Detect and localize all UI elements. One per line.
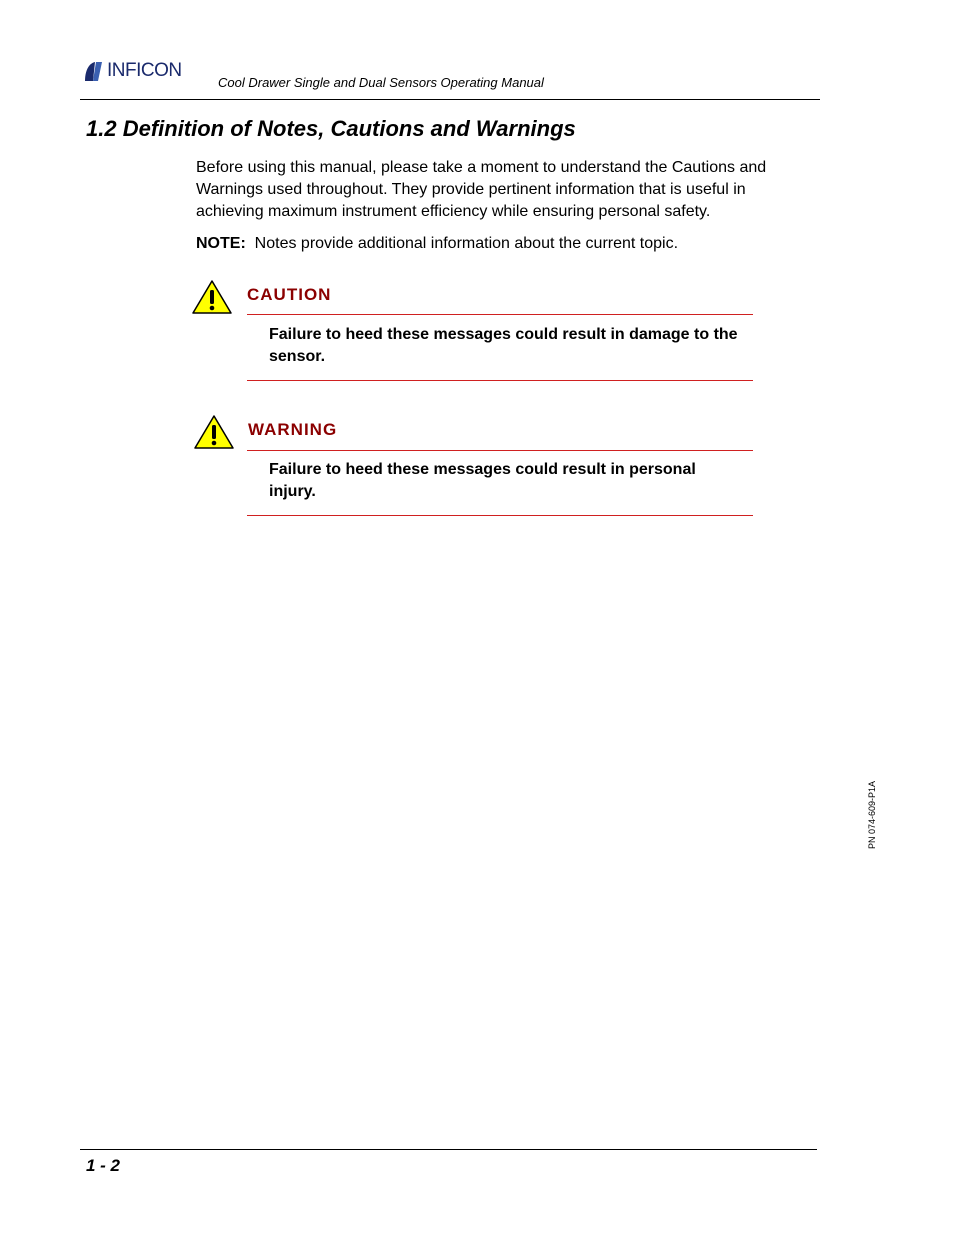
intro-paragraph: Before using this manual, please take a moment to understand the Cautions and Warnings used throughout. They provide pertinent information that is useful in achieving maximum instrument efficiency while ensuring personal safety. — [196, 159, 767, 220]
section-title: 1.2 Definition of Notes, Cautions and Warnings — [86, 116, 576, 141]
manual-title: Cool Drawer Single and Dual Sensors Operating Manual — [218, 75, 544, 90]
note-label: NOTE: — [196, 235, 246, 252]
warning-top-rule — [247, 450, 753, 451]
logo-text: INFICON — [107, 60, 182, 81]
warning-body: Failure to heed these messages could result in personal injury. — [269, 461, 696, 500]
caution-top-rule — [247, 314, 753, 315]
caution-body: Failure to heed these messages could result in damage to the sensor. — [269, 326, 738, 365]
note-paragraph — [196, 233, 816, 255]
warning-title: WARNING — [248, 420, 338, 439]
footer-divider — [80, 1149, 817, 1150]
page-number: 1 - 2 — [86, 1156, 121, 1175]
company-logo — [82, 58, 182, 84]
caution-title: CAUTION — [247, 285, 332, 304]
part-number: PN 074-609-P1A — [867, 780, 877, 849]
warning-bottom-rule — [247, 515, 753, 516]
header-divider — [80, 99, 820, 100]
note-text: Notes provide additional information about the current topic. — [254, 235, 679, 252]
warning-triangle-icon — [193, 414, 235, 450]
warning-triangle-icon — [191, 279, 233, 315]
caution-bottom-rule — [247, 380, 753, 381]
inficon-logo-icon — [82, 59, 104, 83]
